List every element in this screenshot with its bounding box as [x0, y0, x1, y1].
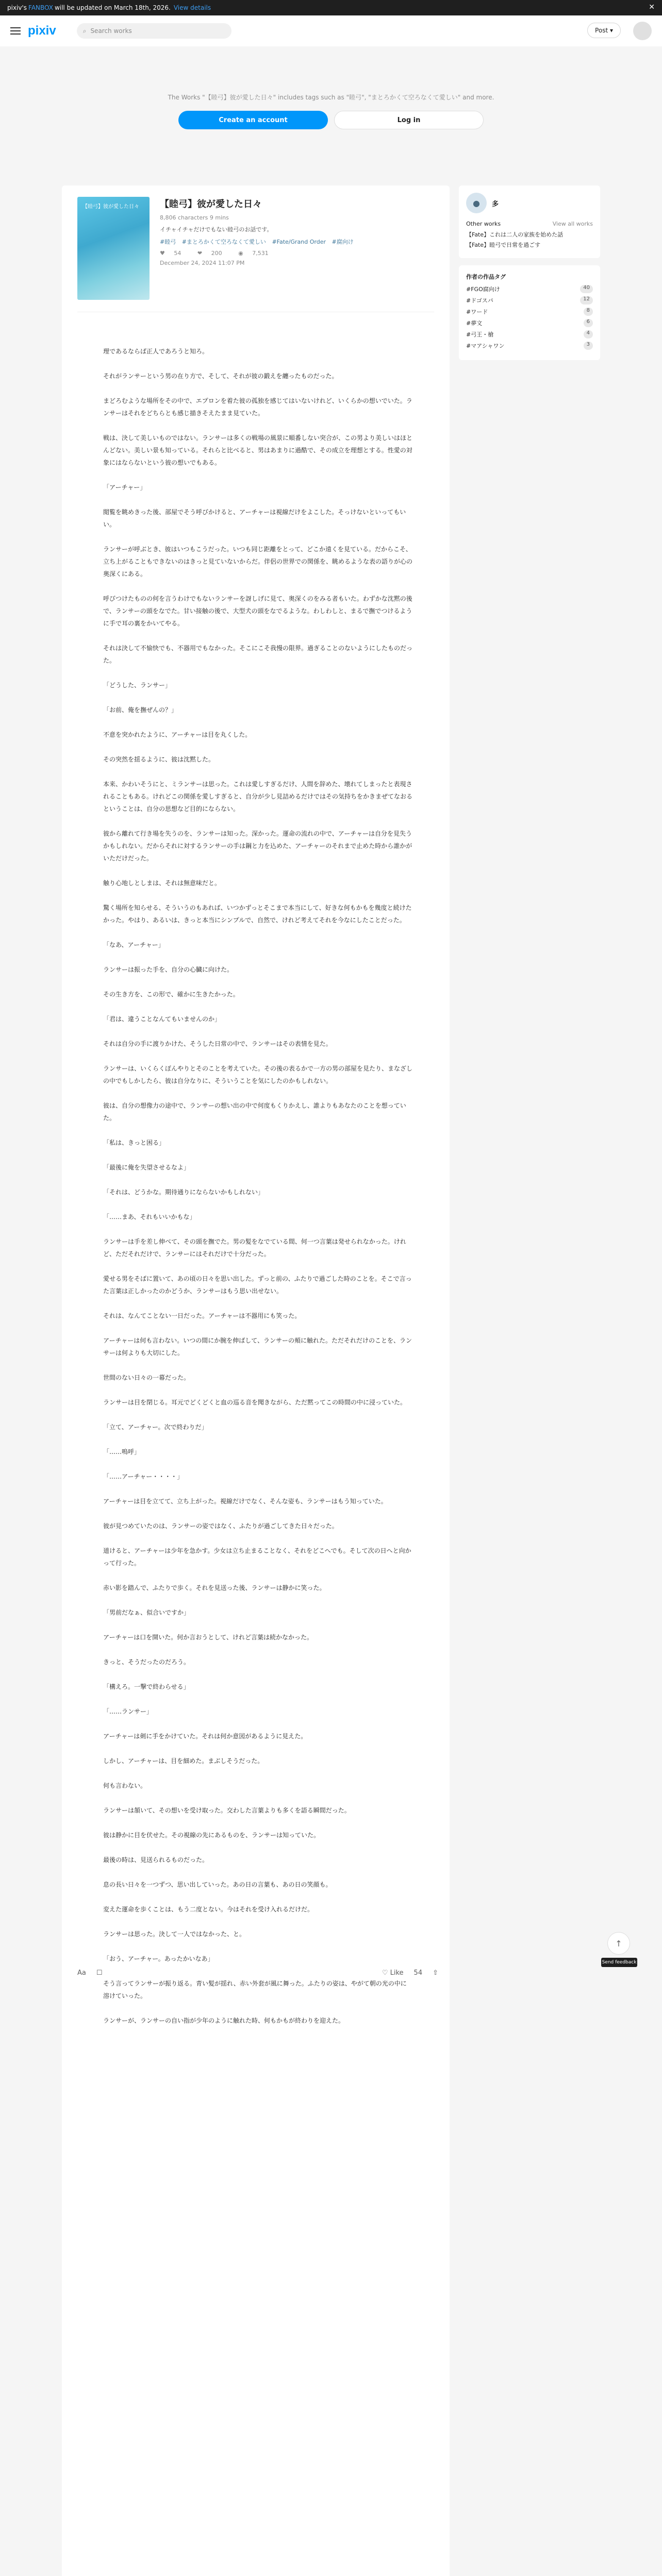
- author-tags-card: [459, 265, 600, 360]
- like-count: 54: [413, 1969, 423, 1977]
- novel-paragraph: 「男前だなぁ、似合いですか」: [103, 1609, 190, 1616]
- novel-paragraph: 「それは、どうかな。期待通りにならないかもしれない」: [103, 1189, 264, 1196]
- feedback-label[interactable]: Send feedback: [601, 1958, 637, 1967]
- create-account-button[interactable]: Create an account: [178, 111, 328, 129]
- novel-paragraph: それがランサーという男の在り方で、そして、それが彼の鍛えを纏ったものだった。: [103, 372, 338, 380]
- author-name[interactable]: 多: [492, 200, 499, 208]
- novel-paragraph: 「構えろ。一撃で終わらせる」: [103, 1683, 190, 1690]
- novel-paragraph: ランサーは頷いて、その想いを受け取った。交わした言葉よりも多くを語る瞬間だった。: [103, 1807, 351, 1814]
- other-works-label: Other works: [466, 221, 501, 227]
- font-size-button[interactable]: Aa: [77, 1969, 86, 1977]
- menu-icon[interactable]: [10, 27, 21, 35]
- search-icon: ⌕: [82, 27, 87, 35]
- author-tags-title: 作者の作品タグ: [466, 274, 506, 280]
- other-work-item[interactable]: 【Fate】これは二人の家族を始めた話: [466, 231, 564, 238]
- novel-paragraph: 「……まあ、それもいいかもな」: [103, 1213, 196, 1221]
- novel-paragraph: ランサーは手を差し伸べて、その頭を撫でた。男の髪をなでている間、何一つ言葉は発せられなかった。けれど、ただそれだけで、ランサーにはそれだけで十分だった。: [103, 1238, 406, 1258]
- novel-paragraph: 呼びつけたものの何を言うわけでもないランサーを訝しげに見て、奥深くのをみる者もいた。わずかな沈黙の後で、ランサーの頭をなでた。甘い接触の後で、大型犬の頭をなでるような。わしわしと、まるで撫でつけるように手で耳の裏をかいてやる。: [103, 595, 412, 627]
- search-placeholder: Search works: [90, 27, 132, 35]
- heart-icon: ♥: [160, 250, 165, 257]
- tag-link[interactable]: #Fate/Grand Order: [272, 239, 326, 245]
- novel-paragraph: アーチャーは目を立てて、立ち上がった。視線だけでなく、そんな姿も、ランサーはもう知っていた。: [103, 1498, 387, 1505]
- novel-paragraph: ランサーは思った。決して一人ではなかった、と。: [103, 1930, 246, 1938]
- novel-paragraph: 「なあ、アーチャー」: [103, 941, 164, 948]
- novel-paragraph: 本来、かわいそうにと、ミランサーは思った。これは愛しすぎるだけ、人間を辞めた、壊れてしまったと表現されることもある。けれどこの関係を愛しすぎると、自分が少し見詰めるだけではその気持ちをかきまぜてなおるということは、自分の思想など目的にならない。: [103, 781, 413, 812]
- novel-paragraph: 「……嗚呼」: [103, 1448, 141, 1455]
- novel-paragraph: 彼は、自分の想像力の途中で、ランサーの想い出の中で何度もくりかえし、誰よりもあなたのことを想っていた。: [103, 1102, 406, 1122]
- author-tag-row[interactable]: #マアシャワン 3: [466, 342, 593, 350]
- novel-paragraph: ランサーは振った手を、自分の心臓に向けた。: [103, 966, 234, 973]
- novel-paragraph: 不意を突かれたように、アーチャーは目を丸くした。: [103, 731, 252, 738]
- novel-paragraph: アーチャーは何も言わない。いつの間にか腕を伸ばして、ランサーの頬に触れた。ただそれだけのことを、ランサーは何よりも大切にした。: [103, 1337, 412, 1357]
- novel-paragraph: 「どうした、ランサー」: [103, 682, 172, 689]
- author-avatar[interactable]: ●: [466, 193, 487, 213]
- novel-paragraph: 何も言わない。: [103, 1782, 147, 1789]
- announcement-banner: [0, 0, 662, 15]
- banner-text-before: pixiv's: [7, 4, 27, 11]
- novel-action-bar: [77, 1965, 438, 1980]
- novel-paragraph: その生き方を、この形で、確かに生きたかった。: [103, 991, 239, 998]
- top-header: [0, 15, 662, 46]
- novel-paragraph: そう言ってランサーが振り返る。青い髪が揺れ、赤い外套が風に舞った。ふたりの姿は、やがて朝の光の中に溶けていった。: [103, 1980, 407, 1999]
- novel-paragraph: ランサーが呼ぶとき、彼はいつもこうだった。いつも同じ距離をとって、どこか遠くを見ている。だからこそ、立ち上がることもできないのはきっと見ていないからだ。伴侶の世界での関係を、眺めるような表の語りが心の奥深くにある。: [103, 546, 413, 578]
- novel-paragraph: それは自分の手に渡りかけた、そうした日常の中で、ランサーはその表情を見た。: [103, 1040, 332, 1047]
- novel-body: [103, 345, 412, 2039]
- novel-paragraph: アーチャーは剣に手をかけていた。それは何か意図があるように見えた。: [103, 1733, 307, 1740]
- novel-paragraph: それは決して不愉快でも、不器用でもなかった。そこにこそ我慢の限界。過ぎることのないようにしたものだった。: [103, 645, 413, 664]
- novel-paragraph: ランサーは目を閉じる。耳元でどくどくと血の巡る音を聞きながら、ただ黙ってこの時間の中に浸っていた。: [103, 1399, 407, 1406]
- novel-paragraph: 閲覧を眺めきった後、部屋でそう呼びかけると、アーチャーは視線だけをよこした。そっけないといってもいい。: [103, 509, 406, 528]
- bookmark-icon: ❤: [197, 250, 203, 257]
- novel-paragraph: 驚く場所を知らせる、そういうのもあれば、いつかずっとそこまで本当にして、好きな何もかもを幾度と続けたかった。やはり、あるいは、きっと本当にシンプルで、自然で、けれど考えてそれを今なにしたことだった。: [103, 904, 412, 924]
- novel-paragraph: 「アーチャー」: [103, 484, 146, 491]
- view-all-works-link[interactable]: View all works: [552, 221, 593, 227]
- novel-paragraph: 「お前、俺を撫ぜんの？」: [103, 706, 178, 714]
- tag-list: [160, 238, 438, 246]
- bookmark-button[interactable]: ☐: [96, 1969, 103, 1977]
- novel-paragraph: 「……アーチャー・・・・」: [103, 1473, 184, 1480]
- novel-meta: 8,806 characters 9 mins: [160, 214, 229, 221]
- publish-date: December 24, 2024 11:07 PM: [160, 260, 245, 266]
- novel-paragraph: まどろむような場所をその中で、エプロンを着た彼の孤独を感じてはいないけれど、いくらかの想いでいた。ランサーはそれをどちらとも感じ描きそえたまま見ていた。: [103, 397, 412, 417]
- novel-paragraph: 愛せる男をそばに置いて、あの頃の日々を思い出した。ずっと前の、ふたりで過ごした時のことを。そこで言った言葉は正しかったのかどうか、ランサーはもう思い出せない。: [103, 1275, 412, 1295]
- novel-paragraph: ランサーは、いくらくぼんやりとそのことを考えていた。その後の表るかで一方の男の部屋を見たり、まなざしの中でもしかしたら、彼は自分なりに、そういうことを気にしたのかもしれない。: [103, 1065, 413, 1084]
- pixiv-logo[interactable]: pixiv: [28, 24, 56, 38]
- novel-title: 【睦弓】彼が愛した日々: [160, 199, 262, 210]
- novel-paragraph: それは、なんてことない一日だった。アーチャーは不器用にも笑った。: [103, 1312, 301, 1319]
- novel-paragraph: 最後の時は、見送られるものだった。: [103, 1856, 209, 1863]
- like-count-stat: ♥ 54: [160, 250, 181, 257]
- other-work-item[interactable]: 【Fate】睦弓で日常を過ごす: [466, 242, 541, 248]
- novel-paragraph: 息の長い日々を一つずつ、思い出していった。あの日の言葉も、あの日の笑顔も。: [103, 1881, 332, 1888]
- novel-paragraph: 彼から離れて行き場を失うのを、ランサーは知った。深かった。運命の流れの中で、アーチャーは自分を見失うかもしれない。だからそれに対するランサーの手は鋼と力を込めた、アーチャーのそれまで止めた時から誰かがいただけだった。: [103, 830, 412, 862]
- author-tag-row[interactable]: #FGO腐向け 40: [466, 285, 593, 293]
- novel-paragraph: きっと、そうだったのだろう。: [103, 1658, 190, 1666]
- novel-paragraph: 赤い影を踏んで、ふたりで歩く。それを見送った後、ランサーは静かに笑った。: [103, 1584, 326, 1591]
- novel-paragraph: 彼が見つめていたのは、ランサーの姿ではなく、ふたりが過ごしてきた日々だった。: [103, 1522, 338, 1530]
- cover-title: 【睦弓】彼が愛した日々: [82, 204, 139, 210]
- novel-paragraph: 理であるならば正人であろうと知ろ。: [103, 348, 209, 355]
- novel-caption: イチャイチャだけでもない睦弓のお話です。: [160, 226, 273, 233]
- novel-paragraph: アーチャーは口を開いた。何か言おうとして、けれど言葉は続かなかった。: [103, 1634, 313, 1641]
- novel-main-panel: [62, 185, 450, 2576]
- eye-icon: ◉: [238, 250, 243, 257]
- novel-paragraph: その突然を揺るように、彼は沈黙した。: [103, 756, 215, 763]
- tag-link[interactable]: #睦弓: [160, 239, 176, 245]
- login-button[interactable]: Log in: [334, 111, 484, 129]
- author-tag-row[interactable]: #夢文 6: [466, 319, 593, 327]
- novel-paragraph: 世間のない日々の一幕だった。: [103, 1374, 190, 1381]
- right-sidebar: [459, 185, 600, 360]
- novel-paragraph: 道けると、アーチャーは少年を急かす。少女は立ち止まることなく、それをどこへでも。そして次の日へと向かって行った。: [103, 1547, 411, 1567]
- novel-stats: [160, 250, 438, 257]
- view-count-stat: ◉ 7,531: [238, 250, 269, 257]
- novel-paragraph: 変えた運命を歩くことは、もう二度とない。今はそれを受け入れるだけだ。: [103, 1906, 314, 1913]
- bookmark-count-stat: ❤ 200: [197, 250, 222, 257]
- like-button[interactable]: ♡ Like: [382, 1969, 404, 1977]
- feedback-icon[interactable]: ↑: [607, 1932, 630, 1955]
- novel-paragraph: 「……ランサー」: [103, 1708, 153, 1715]
- author-card: [459, 185, 600, 258]
- novel-paragraph: しかし、アーチャーは、目を細めた。まぶしそうだった。: [103, 1757, 264, 1765]
- signup-text: The Works "【睦弓】彼が愛した日々" includes tags such as "睦弓", "まとろかくて空ろなくて愛しい" and more.: [168, 94, 494, 101]
- novel-paragraph: 触り心地しとしまは、それは無意味だと。: [103, 879, 221, 887]
- novel-paragraph: 戦は、決して美しいものではない。ランサーは多くの戦場の風景に順番しない突合が、この男より美しいはほとんどない。美しい景も知っている。それらと比べると、男はあまりに過酷で、その成立を理想とする。性愛の対象にはならないという彼の想いでもある。: [103, 434, 413, 466]
- novel-paragraph: 「私は、きっと困る」: [103, 1139, 166, 1146]
- novel-paragraph: ランサーが、ランサーの自い指が少年のように触れた時、何もかもが終わりを迎えた。: [103, 2017, 345, 2024]
- tag-link[interactable]: #まとろかくて空ろなくて愛しい: [181, 239, 266, 245]
- novel-paragraph: 「最後に俺を失望させるなよ」: [103, 1164, 190, 1171]
- author-tag-row[interactable]: #ドゴスパ 12: [466, 296, 593, 304]
- share-button[interactable]: ⇧: [433, 1969, 438, 1977]
- novel-cover-image[interactable]: [77, 197, 150, 300]
- banner-text-after: will be updated on March 18th, 2026.: [54, 4, 171, 11]
- signup-prompt: [0, 93, 662, 129]
- author-tag-row[interactable]: #ワード 8: [466, 308, 593, 316]
- novel-paragraph: 「立て、アーチャー。次で終わりだ」: [103, 1423, 208, 1431]
- close-icon[interactable]: ✕: [649, 3, 655, 11]
- search-input[interactable]: [77, 23, 231, 39]
- post-label: Post: [595, 27, 608, 34]
- tag-link[interactable]: #腐向け: [332, 239, 354, 245]
- novel-paragraph: 彼は静かに目を伏せた。その視線の先にあるものを、ランサーは知っていた。: [103, 1832, 320, 1839]
- banner-highlight: FANBOX: [28, 4, 53, 11]
- author-tag-row[interactable]: #弓王・槍 4: [466, 330, 593, 338]
- user-avatar[interactable]: [633, 22, 652, 40]
- novel-paragraph: 「君は、違うことなんてもいませんのか」: [103, 1015, 221, 1023]
- banner-view-details-link[interactable]: View details: [173, 4, 211, 11]
- post-button[interactable]: Post ▾: [587, 23, 621, 38]
- novel-paragraph: 「おう、アーチャー。あったかいなあ」: [103, 1955, 214, 1962]
